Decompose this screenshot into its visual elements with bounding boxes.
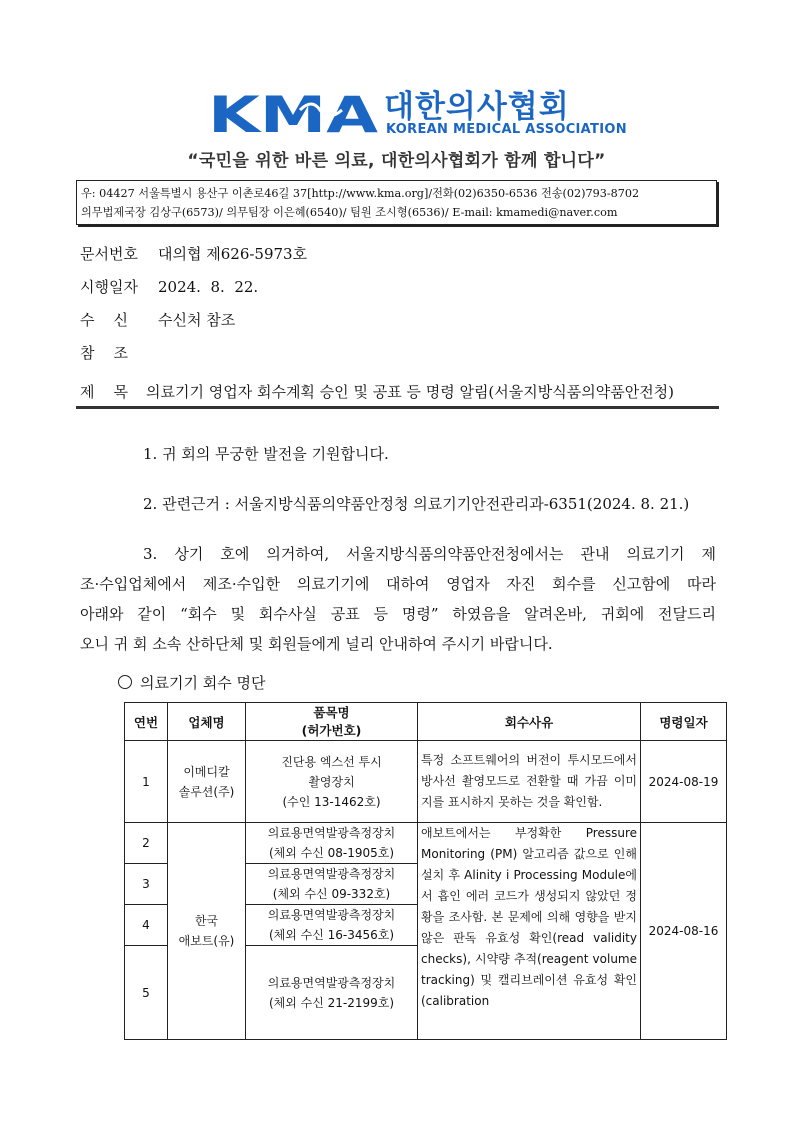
header-reason: 회수사유 [418,703,641,741]
paragraph-1: 1. 귀 회의 무궁한 발전을 기원합니다. [143,445,389,463]
slogan: “국민을 위한 바른 의료, 대한의사협회가 함께 합니다” [187,151,606,171]
section-title: 의료기기 회수 명단 [140,674,266,692]
header-no: 연번 [125,703,168,741]
product-line-3: (수인 13-1462호) [282,794,381,809]
header-product [246,703,418,741]
cell-company [168,741,246,823]
company-line-2: 애보트(유) [178,934,235,948]
section-heading [118,672,265,693]
cell-product [246,864,418,905]
subject: 의료기기 영업자 회수계획 승인 및 공표 등 명령 알림(서울지방식품의약품안전청) [146,383,675,401]
recipient: 수신처 참조 [158,311,236,329]
cell-product [246,741,418,823]
product-line-2: 촬영장치 [308,774,355,789]
cell-date: 2024-08-16 [641,823,727,1040]
header-product-line-2: (허가번호) [301,722,362,738]
product-line-2: (체외 수신 16-3456호) [268,928,395,942]
company-line-1: 이메디칼 [183,764,230,779]
company-line-1: 한국 [194,914,219,928]
cell-no: 3 [125,864,168,905]
paragraph-3-line-4: 오니 귀 회 소속 산하단체 및 회원들에게 널리 안내하여 주시기 바랍니다. [80,635,553,653]
date: 2024. 8. 22. [158,278,259,296]
cell-no: 5 [125,946,168,1040]
product-line-1: 의료용면역발광측정장치 [267,975,396,990]
cell-product [246,905,418,946]
product-line-2: (체외 수신 09-332호) [272,887,391,901]
kma-logo-text: KMA [208,90,379,136]
org-name-english: KOREAN MEDICAL ASSOCIATION [386,122,627,137]
header-product-line-1: 품목명 [313,704,350,720]
company-line-2: 솔루션(주) [178,784,235,799]
paragraph-3-line-1: 3. 상기 호에 의거하여, 서울지방식품의약품안전청에서는 관내 의료기기 제 [143,545,716,563]
cell-product [246,946,418,1040]
product-line-1: 진단용 엑스선 투시 [281,754,382,769]
product-line-1: 의료용면역발광측정장치 [267,867,396,881]
paragraph-3-line-3: 아래와 같이 “회수 및 회수사실 공표 등 명령” 하였음을 알려온바, 귀회에 전달드리 [80,605,716,623]
doc-number-row [80,243,307,264]
header-company: 업체명 [168,703,246,741]
date-row [80,276,258,297]
address-box [76,180,717,225]
address-line-2: 의무법제국장 김상구(6573)/ 의무팀장 이은혜(6540)/ 팀원 조시형(6536)/ E-mail: kmamedi@naver.com [81,206,618,219]
table-row [125,823,727,864]
cell-product [246,823,418,864]
recall-table [124,702,727,1040]
cell-no: 4 [125,905,168,946]
paragraph-3-line-2: 조·수입업체에서 제조·수입한 의료기기에 대하여 영업자 자진 회수를 신고함에 따라 [80,575,716,593]
cell-no: 2 [125,823,168,864]
table-header-row [125,703,727,741]
recipient-label: 수 신 [80,311,129,329]
address-line-1: 우: 04427 서울특별시 용산구 이촌로46길 37[http://www.kma.org]/전화(02)6350-6536 전송(02)793-8702 [81,187,640,200]
cell-reason: 애보트에서는 부정확한 Pressure Monitoring (PM) 알고리즘 값으로 인해 설치 후 Alinity i Processing Module에서 흡인 에러 코드가 생성되지 않았던 정황을 조사함. 본 문제에 의해 영향을 받지 않은 판독 유효성 확인(read validity checks), 시약량 추적(reagent volume tracking) 및 캘리브레이션 유효성 확인(calibration [418,823,641,1040]
paragraph-3 [80,539,716,659]
org-name-korean: 대한의사협회 [384,89,570,125]
header-divider [76,406,719,409]
table-row [125,741,727,823]
doc-number-label: 문서번호 [80,245,138,263]
paragraph-2: 2. 관련근거 : 서울지방식품의약품안정청 의료기기안전관리과-6351(2024. 8. 21.) [143,495,690,513]
cc-label: 참 조 [80,344,129,362]
cell-company [168,823,246,1040]
cc-row [80,342,158,363]
recipient-row [80,309,235,330]
product-line-1: 의료용면역발광측정장치 [267,908,396,922]
doc-number: 대의협 제626-5973호 [158,245,308,263]
product-line-2: (체외 수신 21-2199호) [268,995,395,1010]
product-line-2: (체외 수신 08-1905호) [268,846,395,860]
cell-date: 2024-08-19 [641,741,727,823]
subject-label: 제 목 [80,383,129,401]
cell-reason: 특정 소프트웨어의 버전이 투시모드에서 방사선 촬영모드로 전환할 때 가끔 이미지를 표시하지 못하는 것을 확인함. [418,741,641,823]
cell-no: 1 [125,741,168,823]
circle-bullet-icon [118,675,132,689]
date-label: 시행일자 [80,278,138,296]
header-date: 명령일자 [641,703,727,741]
subject-row [80,381,674,402]
kma-logo-mark [208,90,380,136]
product-line-1: 의료용면역발광측정장치 [267,826,396,840]
